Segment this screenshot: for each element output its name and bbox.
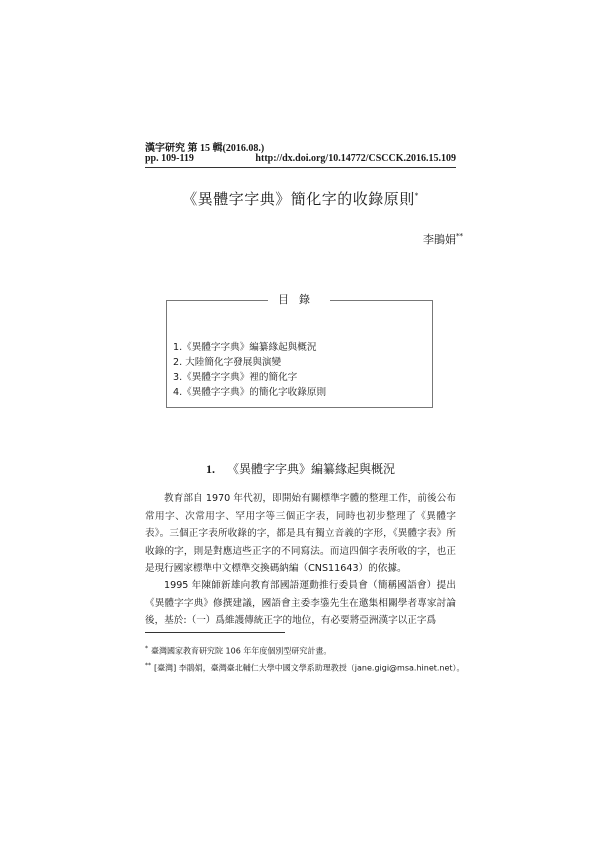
footnote [145, 660, 475, 674]
paper-title [145, 188, 456, 209]
section-number: 1. [205, 462, 215, 476]
toc-item[interactable]: 3.《異體字字典》裡的簡化字 [173, 372, 298, 383]
section-heading [145, 460, 456, 477]
author-footnote-mark[interactable]: ** [456, 232, 463, 241]
toc-item[interactable]: 2. 大陸簡化字發展與演變 [173, 357, 282, 368]
footnote [145, 643, 475, 657]
body-paragraph: 1995 年陳師新雄向教育部國語運動推行委員會（簡稱國語會）提出《異體字字典》修撰建議，國語會主委李鍌先生在邀集相關學者專家討論後，基於:（一）爲維護傳統正字的地位，有必要將亞洲漢字以正字爲 [145, 580, 456, 626]
author-name [423, 231, 463, 247]
title-footnote-mark[interactable]: * [414, 192, 419, 200]
footnote-rule [145, 632, 285, 633]
header-rule [145, 167, 456, 168]
doi-link[interactable]: http://dx.doi.org/10.14772/CSCCK.2016.15.109 [255, 153, 456, 164]
toc-item[interactable]: 1.《異體字字典》編纂緣起與概況 [173, 342, 317, 353]
paper-title-text: 《異體字字典》簡化字的收錄原則 [182, 190, 415, 208]
section-title-text: 《異體字字典》編纂緣起與概況 [226, 462, 395, 476]
toc-item[interactable]: 4.《異體字字典》的簡化字收錄原則 [173, 387, 327, 398]
toc-heading: 目錄 [268, 291, 330, 307]
footnote-text: 臺灣國家教育研究院 106 年年度個別型研究計畫。 [151, 646, 332, 656]
body-paragraph: 教育部自 1970 年代初，即開始有關標準字體的整理工作，前後公布常用字、次常用字、罕用字等三個正字表，同時也初步整理了《異體字表》。三個正字表所收錄的字，都是具有獨立音義的字形，《異體字表》所收錄的字，則是對應這些正字的不同寫法。而這四個字表所收的字，也正是現行國家標準中文標準交換碼納編（CNS11643）的依據。 [145, 493, 456, 574]
toc-list [173, 340, 326, 400]
journal-info: 漢字研究 第 15 輯(2016.08.) [145, 143, 265, 154]
footnote-mark: ** [145, 662, 151, 669]
footnote-mark: * [145, 645, 148, 652]
page-range: pp. 109-119 [145, 153, 194, 164]
footnote-text: [臺灣] 李鵑娟，臺灣臺北輔仁大學中國文學系助理教授（jane.gigi@msa.hinet.net）。 [154, 663, 465, 673]
author-name-text: 李鵑娟 [423, 233, 456, 246]
